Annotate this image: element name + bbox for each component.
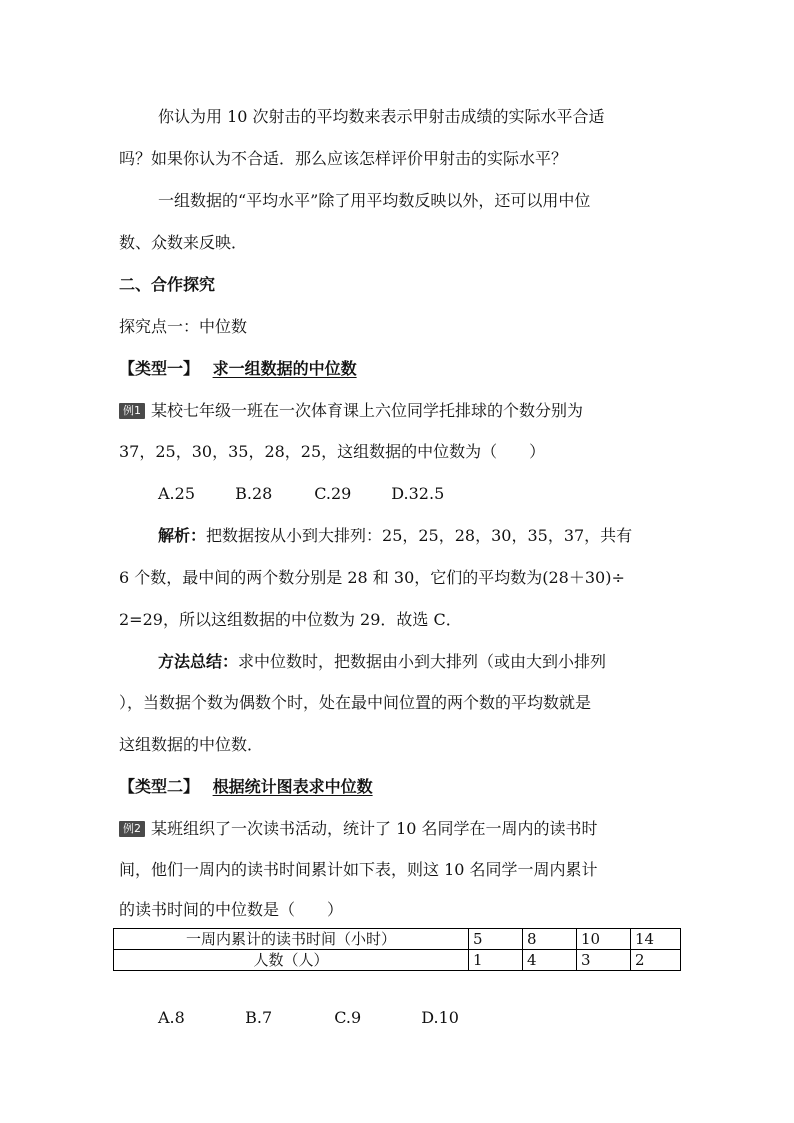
example1-question-line-1	[119, 400, 583, 422]
intro-paragraph-2-line-1: 一组数据的“平均水平”除了用平均数反映以外，还可以用中位	[158, 191, 591, 210]
type1-heading	[119, 358, 357, 380]
reading-time-table	[113, 928, 681, 971]
section-title: 二、合作探究	[119, 275, 216, 294]
intro-paragraph-1-line-1: 你认为用 10 次射击的平均数来表示甲射击成绩的实际水平合适	[158, 107, 605, 126]
example2-option-b: B.7	[245, 1008, 273, 1027]
example2-option-c: C.9	[334, 1008, 362, 1027]
type2-heading	[119, 776, 373, 798]
example1-method-line-2: ），当数据个数为偶数个时，处在最中间位置的两个数的平均数就是	[119, 693, 592, 712]
example1-method-line-3: 这组数据的中位数．	[119, 735, 264, 754]
example2-option-a: A.8	[158, 1008, 185, 1027]
table-cell: 5	[469, 929, 523, 950]
table-row	[114, 950, 681, 971]
example2-question-line-3: 的读书时间的中位数是（ ）	[119, 900, 344, 919]
table-cell: 1	[469, 950, 523, 971]
method-summary-label: 方法总结：	[158, 652, 239, 671]
type1-title: 求一组数据的中位数	[212, 359, 357, 378]
example1-question-text: 某校七年级一班在一次体育课上六位同学托排球的个数分别为	[151, 401, 584, 420]
analysis-label: 解析：	[158, 526, 207, 545]
type1-bracket-label: 【类型一】	[119, 359, 200, 378]
example2-question-text: 某班组织了一次读书活动，统计了 10 名同学在一周内的读书时	[151, 819, 598, 838]
table-header-people-count: 人数（人）	[114, 950, 469, 971]
example2-options	[158, 1007, 459, 1029]
example2-badge-icon: 例2	[119, 821, 145, 837]
explore-point-heading: 探究点一：中位数	[119, 317, 248, 336]
example1-method-line-1	[158, 651, 606, 673]
example1-option-a: A.25	[158, 484, 195, 503]
method-text-1: 求中位数时，把数据由小到大排列（或由大到小排列	[238, 652, 607, 671]
table-cell: 8	[523, 929, 577, 950]
example1-analysis-line-2: 6 个数，最中间的两个数分别是 28 和 30，它们的平均数为(28＋30)÷	[119, 568, 625, 587]
intro-paragraph-1-line-2: 吗？如果你认为不合适．那么应该怎样评价甲射击的实际水平？	[119, 149, 568, 168]
analysis-text-1: 把数据按从小到大排列：25，25，28，30，35，37，共有	[206, 526, 633, 545]
example1-option-b: B.28	[235, 484, 273, 503]
example1-option-d: D.32.5	[391, 484, 445, 503]
table-header-reading-time: 一周内累计的读书时间（小时）	[114, 929, 469, 950]
table-cell: 2	[631, 950, 681, 971]
example2-question-line-2: 间，他们一周内的读书时间累计如下表，则这 10 名同学一周内累计	[119, 860, 598, 879]
example1-analysis-line-3: 2=29，所以这组数据的中位数为 29．故选 C．	[119, 610, 462, 629]
type2-title: 根据统计图表求中位数	[212, 777, 373, 796]
example2-question-line-1	[119, 818, 598, 840]
type2-bracket-label: 【类型二】	[119, 777, 200, 796]
intro-paragraph-2-line-2: 数、众数来反映．	[119, 233, 248, 252]
example1-options	[158, 483, 444, 505]
table-cell: 10	[577, 929, 631, 950]
example1-option-c: C.29	[314, 484, 352, 503]
table-cell: 3	[577, 950, 631, 971]
example2-option-d: D.10	[421, 1008, 459, 1027]
example1-analysis-line-1	[158, 525, 632, 547]
table-row	[114, 929, 681, 950]
table-cell: 14	[631, 929, 681, 950]
example1-question-line-2: 37，25，30，35，28，25，这组数据的中位数为（ ）	[119, 442, 546, 461]
example1-badge-icon: 例1	[119, 403, 145, 419]
table-cell: 4	[523, 950, 577, 971]
